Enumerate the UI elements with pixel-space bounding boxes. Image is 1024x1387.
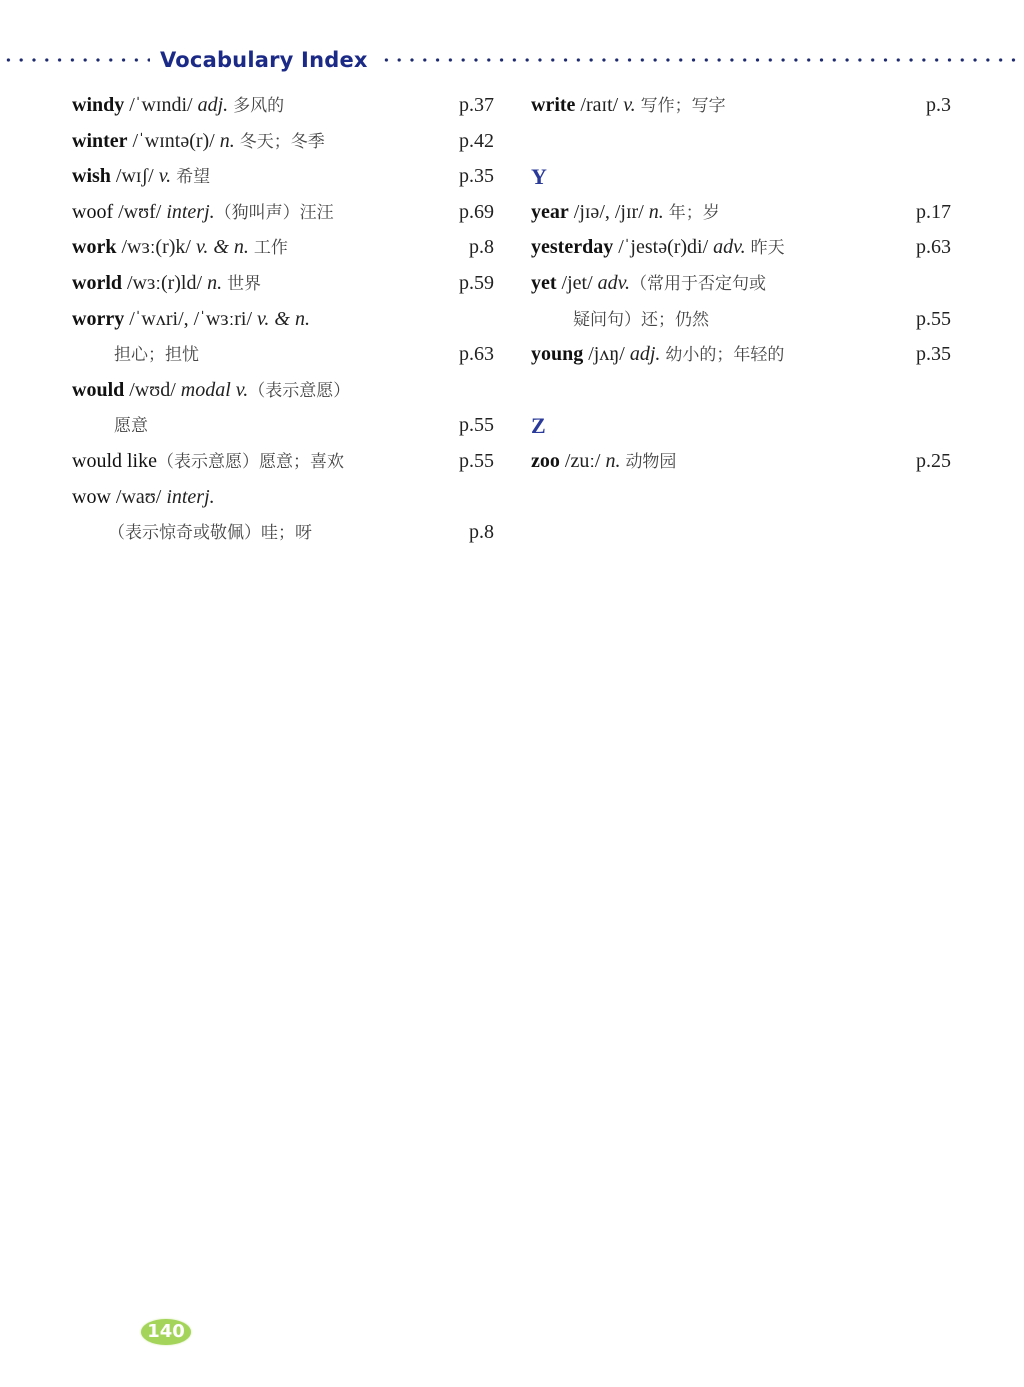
entry-pos: adv.: [713, 236, 746, 259]
vocab-entry-yet: [531, 266, 951, 302]
header-dotted-rule-right: [378, 58, 1022, 62]
section-heading-z: Z: [531, 413, 546, 439]
entry-pos: n.: [648, 200, 664, 223]
vocab-entry-winter: [72, 124, 494, 160]
entry-word: wish: [72, 165, 111, 188]
entry-phonetic: /wɜː(r)ld/: [127, 271, 203, 294]
entry-meaning: 幼小的；年轻的: [665, 345, 785, 366]
entry-page: p.37: [459, 94, 494, 116]
vocab-column-left: [72, 88, 494, 551]
entry-meaning: 疑问句）还；仍然: [573, 309, 709, 330]
entry-pos: modal v.: [180, 378, 249, 401]
entry-meaning: 希望: [176, 167, 211, 188]
entry-page: p.35: [916, 343, 951, 366]
spacer: [531, 373, 951, 409]
entry-word: year: [531, 200, 569, 223]
entry-meaning: 动物园: [625, 451, 677, 472]
vocab-entry-windy: [72, 88, 494, 124]
entry-pos: interj.: [166, 200, 215, 223]
entry-word: would: [72, 378, 125, 401]
vocab-entry-would-like: [72, 444, 494, 480]
vocab-entry-would-continued: [72, 408, 494, 444]
entry-word: yesterday: [531, 236, 614, 259]
vocab-entry-worry-continued: [72, 337, 494, 373]
entry-phonetic: /ˈwʌri/, /ˈwɜːri/: [129, 307, 253, 330]
entry-phonetic: /zuː/: [564, 449, 601, 472]
entry-page: p.55: [459, 449, 494, 472]
entry-word: work: [72, 236, 117, 259]
vocab-entry-world: [72, 266, 494, 302]
entry-phonetic: /ˈwɪntə(r)/: [132, 129, 215, 152]
section-heading-y: Y: [531, 164, 547, 190]
entry-page: p.63: [916, 236, 951, 259]
entry-pos: n.: [219, 129, 235, 152]
entry-phonetic: /jet/: [561, 271, 593, 294]
entry-pos: n.: [605, 449, 621, 472]
entry-page: p.17: [916, 200, 951, 223]
entry-page: p.8: [469, 236, 494, 259]
entry-phonetic: /jɪə/, /jɪr/: [573, 200, 644, 223]
page-number-badge: 140: [141, 1319, 191, 1345]
vocab-entry-yet-continued: [531, 302, 951, 338]
entry-meaning: 工作: [253, 238, 288, 259]
entry-phonetic: /wʊf/: [118, 200, 162, 223]
entry-word: zoo: [531, 449, 560, 472]
vocab-column-right: [531, 88, 951, 480]
spacer: [531, 124, 951, 160]
entry-meaning: （表示意愿）愿意；喜欢: [157, 451, 344, 472]
entry-word: worry: [72, 307, 125, 330]
entry-pos: v. & n.: [195, 236, 249, 259]
entry-meaning: 年；岁: [668, 202, 720, 223]
entry-meaning: 多风的: [233, 96, 285, 116]
entry-pos: n.: [207, 271, 223, 294]
entry-word: young: [531, 343, 584, 366]
entry-word: wow: [72, 485, 111, 508]
vocab-entry-would: [72, 373, 494, 409]
entry-word: would like: [72, 449, 157, 472]
entry-pos: v. & n.: [257, 307, 310, 330]
page-header: [0, 46, 1024, 74]
vocab-entry-yesterday: [531, 230, 951, 266]
entry-pos: v.: [623, 94, 636, 116]
entry-meaning: 写作；写字: [640, 96, 726, 116]
vocab-entry-wish: [72, 159, 494, 195]
vocab-entry-wow: [72, 480, 494, 516]
entry-phonetic: /jʌŋ/: [588, 343, 625, 366]
entry-page: p.3: [926, 94, 951, 116]
entry-meaning: 担心；担忧: [114, 345, 199, 366]
vocab-entry-write: [531, 88, 951, 124]
header-dotted-rule-left: [0, 58, 150, 62]
entry-page: p.42: [459, 129, 494, 152]
entry-word: windy: [72, 94, 125, 116]
entry-pos: v.: [158, 165, 172, 188]
entry-page: p.55: [916, 307, 951, 330]
entry-word: yet: [531, 271, 557, 294]
entry-meaning: 昨天: [750, 238, 785, 259]
entry-meaning: 世界: [227, 273, 262, 294]
entry-meaning: 冬天；冬季: [239, 131, 325, 152]
entry-pos: adj.: [197, 94, 229, 116]
entry-meaning: （表示意愿）: [248, 380, 351, 401]
vocab-entry-wow-continued: [72, 515, 494, 551]
entry-pos: adj.: [629, 343, 661, 366]
vocab-entry-young: [531, 337, 951, 373]
page-title: Vocabulary Index: [160, 48, 368, 72]
entry-word: winter: [72, 129, 128, 152]
entry-pos: interj.: [166, 485, 215, 508]
entry-page: p.69: [459, 200, 494, 223]
vocab-entry-work: [72, 230, 494, 266]
entry-word: woof: [72, 200, 114, 223]
entry-meaning: （表示惊奇或敬佩）哇；呀: [108, 523, 312, 544]
entry-phonetic: /wʊd/: [129, 378, 176, 401]
vocab-entry-zoo: [531, 444, 951, 480]
entry-phonetic: /wɜː(r)k/: [121, 236, 191, 259]
entry-phonetic: /waʊ/: [115, 485, 162, 508]
entry-page: p.8: [469, 521, 494, 544]
entry-page: p.59: [459, 271, 494, 294]
entry-page: p.55: [459, 414, 494, 437]
entry-meaning: （常用于否定句或: [630, 273, 767, 294]
vocab-entry-year: [531, 195, 951, 231]
entry-word: write: [531, 94, 576, 116]
entry-page: p.25: [916, 449, 951, 472]
entry-meaning: （狗叫声）汪汪: [214, 202, 334, 223]
entry-page: p.63: [459, 343, 494, 366]
entry-pos: adv.: [597, 271, 631, 294]
vocab-entry-worry: [72, 302, 494, 338]
entry-phonetic: /raɪt/: [580, 94, 619, 116]
entry-word: world: [72, 271, 122, 294]
entry-page: p.35: [459, 165, 494, 188]
entry-phonetic: /ˈwɪndi/: [129, 94, 193, 116]
entry-meaning: 愿意: [114, 416, 148, 437]
vocab-entry-woof: [72, 195, 494, 231]
entry-phonetic: /wɪʃ/: [115, 165, 154, 188]
entry-phonetic: /ˈjestə(r)di/: [618, 236, 709, 259]
